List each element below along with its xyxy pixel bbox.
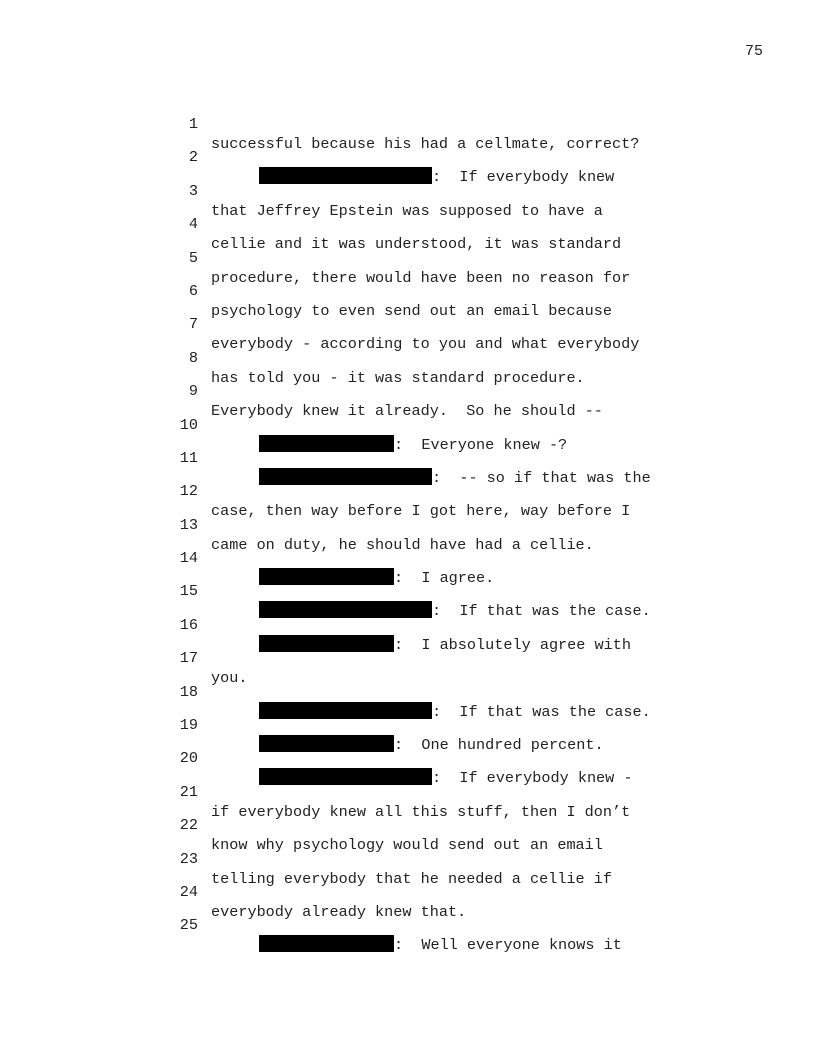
transcript-line: [0, 528, 816, 588]
line-text: has told you - it was standard procedure.: [211, 368, 585, 387]
line-text: successful because his had a cellmate, correct?: [211, 135, 640, 153]
line-text: everybody - according to you and what everybody: [211, 335, 640, 354]
transcript-line: [0, 228, 816, 287]
line-text: : Everyone knew -?: [394, 435, 568, 454]
line-text: : Well everyone knows it: [394, 936, 622, 955]
line-number: 12: [179, 482, 198, 501]
transcript-line: [0, 328, 816, 387]
line-text: : I absolutely agree with: [394, 635, 631, 654]
transcript-line: [0, 628, 816, 688]
line-number: 22: [179, 816, 198, 835]
transcript-line: [0, 495, 816, 554]
line-text: know why psychology would send out an email: [211, 836, 603, 855]
line-number: 7: [188, 315, 198, 334]
line-number: 16: [179, 615, 198, 634]
line-number: 17: [179, 649, 198, 668]
line-number: 23: [179, 849, 198, 868]
page-number: 75: [744, 43, 763, 60]
line-number: 18: [179, 682, 198, 701]
transcript-line: [0, 662, 816, 721]
line-number: 10: [179, 415, 198, 434]
line-text: : If everybody knew -: [432, 769, 633, 788]
transcript-body: [0, 94, 816, 955]
line-number: 2: [188, 148, 198, 167]
line-text: procedure, there would have been no reason for: [211, 268, 631, 287]
line-text: cellie and it was understood, it was standard: [211, 235, 622, 254]
line-text: : If everybody knew: [432, 168, 615, 187]
line-number: 21: [179, 782, 198, 801]
transcript-line: [0, 762, 816, 821]
redacted-speaker-name: [259, 935, 394, 952]
transcript-line: [0, 361, 816, 421]
transcript-line: [0, 127, 816, 187]
line-text: psychology to even send out an email because: [211, 301, 613, 320]
line-text: that Jeffrey Epstein was supposed to have a: [211, 201, 603, 220]
line-number: 13: [179, 515, 198, 534]
transcript-line: [0, 695, 816, 755]
line-text: came on duty, he should have had a cellie.: [211, 535, 594, 554]
transcript-line: [0, 194, 816, 254]
line-text: telling everybody that he needed a cellie if: [211, 869, 613, 888]
transcript-line: [0, 428, 816, 487]
transcript-line: [0, 461, 816, 521]
line-number: 15: [179, 582, 198, 601]
line-text: : -- so if that was the: [432, 468, 651, 487]
line-number: 4: [188, 215, 198, 234]
line-text: case, then way before I got here, way before I: [211, 502, 631, 521]
transcript-line: [0, 294, 816, 354]
line-text: : One hundred percent.: [394, 736, 604, 755]
transcript-line: [0, 161, 816, 220]
line-number: 11: [179, 448, 198, 467]
transcript-line: [0, 261, 816, 320]
line-number: 1: [188, 115, 198, 133]
line-number: 8: [188, 348, 198, 367]
line-text: if everybody knew all this stuff, then I don’t: [211, 802, 631, 821]
transcript-line: [0, 862, 816, 921]
line-text: : I agree.: [394, 569, 495, 588]
line-number: 14: [179, 549, 198, 568]
line-text: you.: [211, 669, 248, 688]
line-number: 25: [179, 916, 198, 935]
line-number: 24: [179, 882, 198, 901]
line-text: Everybody knew it already. So he should --: [211, 402, 603, 421]
transcript-line: [0, 795, 816, 855]
line-text: : If that was the case.: [432, 702, 651, 721]
line-number: 5: [188, 248, 198, 267]
line-number: 6: [188, 281, 198, 300]
line-number: 9: [188, 382, 198, 401]
line-text: : If that was the case.: [432, 602, 651, 621]
line-number: 19: [179, 716, 198, 735]
line-number: 20: [179, 749, 198, 768]
transcript-line: [0, 829, 816, 888]
transcript-line: [0, 728, 816, 788]
transcript-line: [0, 561, 816, 621]
line-number: 3: [188, 181, 198, 200]
line-text: everybody already knew that.: [211, 902, 467, 921]
transcript-line: [0, 595, 816, 654]
transcript-line: [0, 895, 816, 955]
transcript-line: [0, 94, 816, 153]
transcript-line: [0, 395, 816, 454]
